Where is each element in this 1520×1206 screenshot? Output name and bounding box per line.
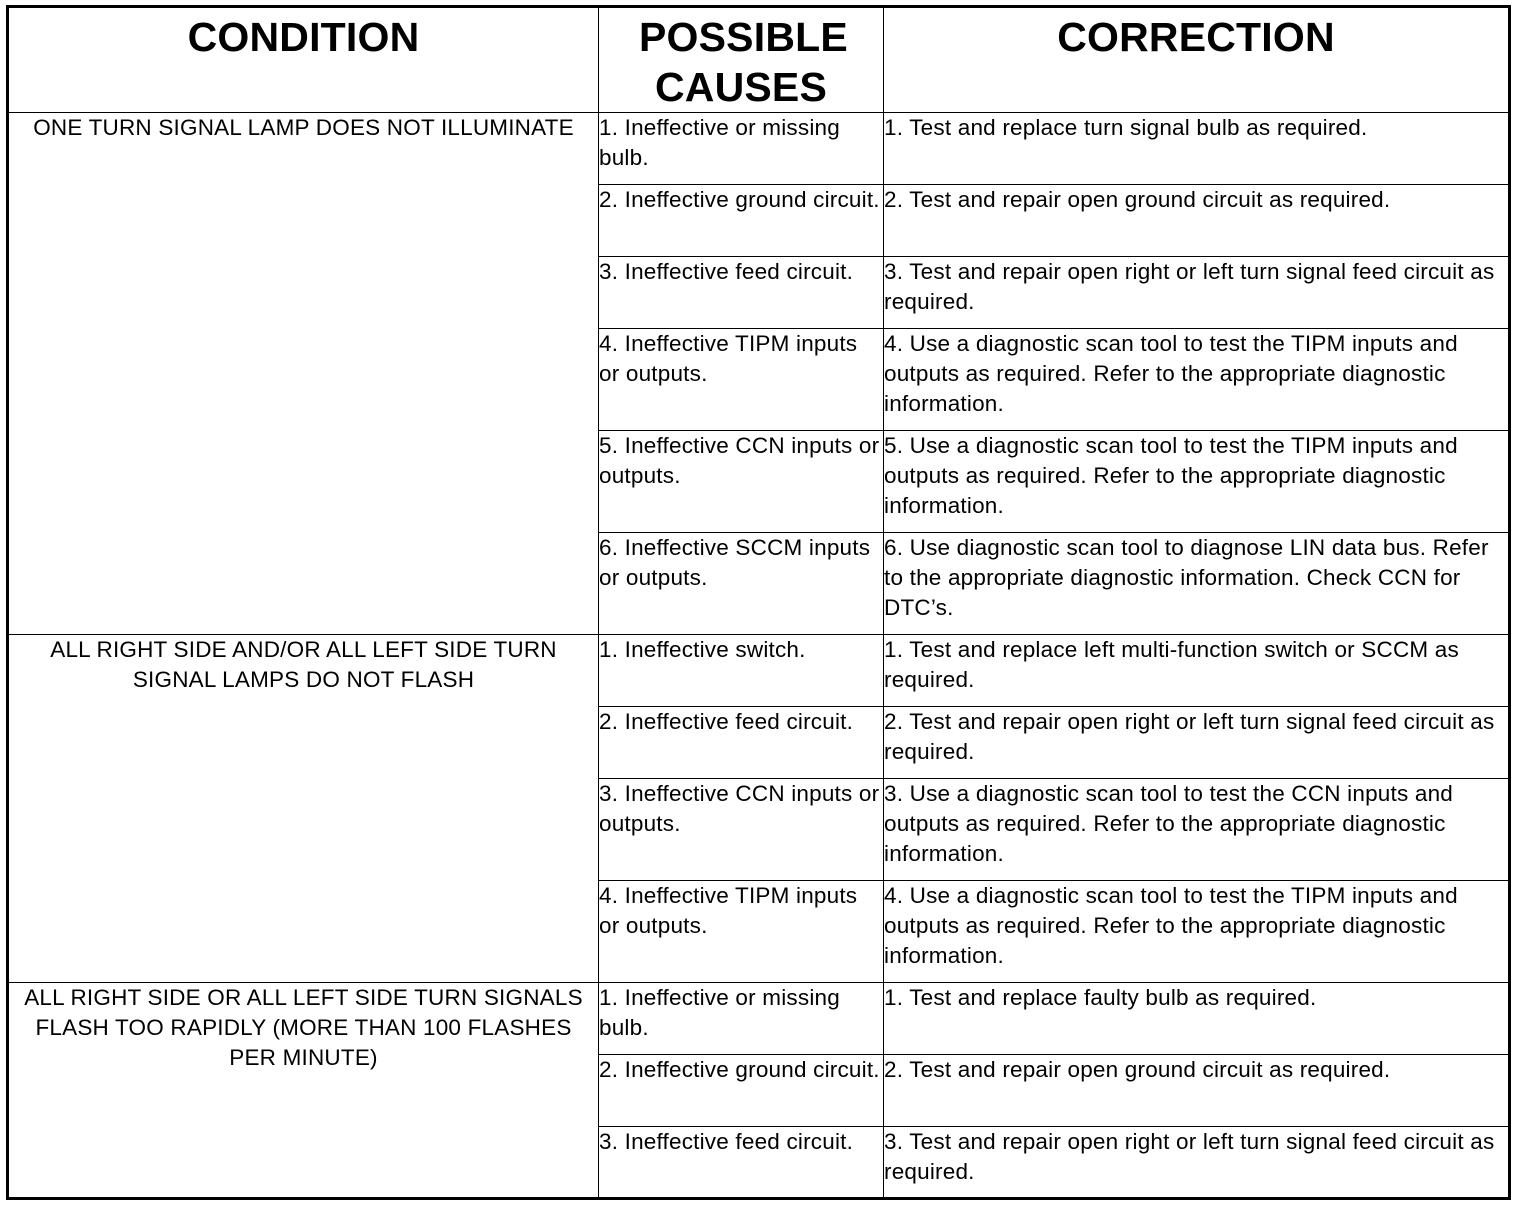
condition-cell: ONE TURN SIGNAL LAMP DOES NOT ILLUMINATE [8,113,599,635]
correction-cell: 6. Use diagnostic scan tool to diagnose LIN data bus. Refer to the appropriate diagnostic information. Check CCN for DTC’s. [884,533,1510,635]
cause-cell: 3. Ineffective feed circuit. [599,1127,884,1199]
header-correction: CORRECTION [884,7,1510,113]
table-row [8,113,1510,185]
correction-cell: 5. Use a diagnostic scan tool to test the TIPM inputs and outputs as required. Refer to the appropriate diagnostic information. [884,431,1510,533]
table-row [8,635,1510,707]
table-row [8,983,1510,1055]
correction-cell: 3. Test and repair open right or left turn signal feed circuit as required. [884,1127,1510,1199]
cause-cell: 2. Ineffective ground circuit. [599,1055,884,1127]
correction-cell: 2. Test and repair open right or left turn signal feed circuit as required. [884,707,1510,779]
correction-cell: 2. Test and repair open ground circuit as required. [884,1055,1510,1127]
header-condition: CONDITION [8,7,599,113]
correction-cell: 4. Use a diagnostic scan tool to test the TIPM inputs and outputs as required. Refer to the appropriate diagnostic information. [884,881,1510,983]
cause-cell: 6. Ineffective SCCM inputs or outputs. [599,533,884,635]
diagnosis-table [6,5,1511,1200]
cause-cell: 1. Ineffective or missing bulb. [599,113,884,185]
cause-cell: 2. Ineffective feed circuit. [599,707,884,779]
cause-cell: 3. Ineffective feed circuit. [599,257,884,329]
cause-cell: 3. Ineffective CCN inputs or outputs. [599,779,884,881]
cause-cell: 5. Ineffective CCN inputs or outputs. [599,431,884,533]
cause-cell: 2. Ineffective ground circuit. [599,185,884,257]
cause-cell: 1. Ineffective switch. [599,635,884,707]
correction-cell: 4. Use a diagnostic scan tool to test the TIPM inputs and outputs as required. Refer to the appropriate diagnostic information. [884,329,1510,431]
cause-cell: 4. Ineffective TIPM inputs or outputs. [599,881,884,983]
correction-cell: 2. Test and repair open ground circuit as required. [884,185,1510,257]
cause-cell: 1. Ineffective or missing bulb. [599,983,884,1055]
condition-cell: ALL RIGHT SIDE OR ALL LEFT SIDE TURN SIGNALS FLASH TOO RAPIDLY (MORE THAN 100 FLASHES PER MINUTE) [8,983,599,1199]
correction-cell: 1. Test and replace faulty bulb as required. [884,983,1510,1055]
correction-cell: 3. Test and repair open right or left turn signal feed circuit as required. [884,257,1510,329]
cause-cell: 4. Ineffective TIPM inputs or outputs. [599,329,884,431]
correction-cell: 1. Test and replace turn signal bulb as required. [884,113,1510,185]
correction-cell: 1. Test and replace left multi-function switch or SCCM as required. [884,635,1510,707]
header-row [8,7,1510,113]
condition-cell: ALL RIGHT SIDE AND/OR ALL LEFT SIDE TURN SIGNAL LAMPS DO NOT FLASH [8,635,599,983]
header-possible-causes: POSSIBLE CAUSES [599,7,884,113]
correction-cell: 3. Use a diagnostic scan tool to test the CCN inputs and outputs as required. Refer to the appropriate diagnostic information. [884,779,1510,881]
